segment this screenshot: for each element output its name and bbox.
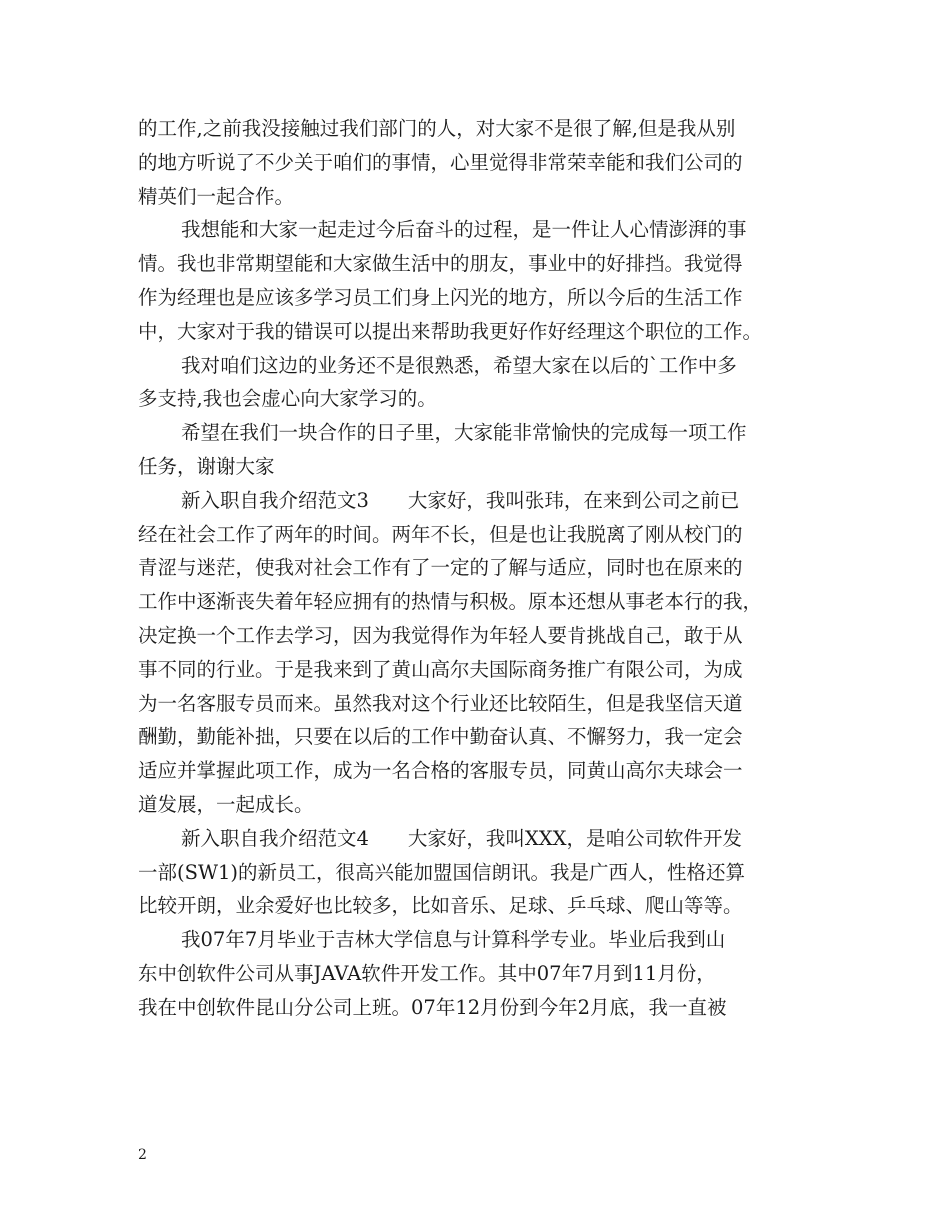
text-line: 青涩与迷茫，使我对社会工作有了一定的了解与适应，同时也在原来的 — [138, 556, 743, 580]
text-line: 精英们一起合作。 — [138, 184, 295, 208]
text-line: 我07年7月毕业于吉林大学信息与计算科学专业。毕业后我到山 — [181, 928, 726, 952]
text-line: 我对咱们这边的业务还不是很熟悉，希望大家在以后的`工作中多 — [181, 353, 737, 377]
text-line: 比较开朗，业余爱好也比较多，比如音乐、足球、乒乓球、爬山等等。 — [138, 894, 743, 918]
text-line: 道发展，一起成长。 — [138, 792, 314, 816]
text-line: 希望在我们一块合作的日子里，大家能非常愉快的完成每一项工作 — [181, 421, 747, 445]
text-line: 新入职自我介绍范文3 大家好，我叫张玮，在来到公司之前已 — [181, 488, 740, 512]
text-line: 为一名客服专员而来。虽然我对这个行业还比较陌生，但是我坚信天道 — [138, 691, 743, 715]
text-line: 多支持,我也会虚心向大家学习的。 — [138, 387, 437, 411]
text-line: 适应并掌握此项工作，成为一名合格的客服专员，同黄山高尔夫球会一 — [138, 759, 743, 783]
text-line: 东中创软件公司从事JAVA软件开发工作。其中07年7月到11月份， — [138, 961, 716, 985]
text-line: 的工作,之前我没接触过我们部门的人，对大家不是很了解,但是我从别 — [138, 117, 736, 140]
text-line: 酬勤，勤能补拙，只要在以后的工作中勤奋认真、不懈努力，我一定会 — [138, 725, 743, 749]
text-line: 工作中逐渐丧失着年轻应拥有的热情与积极。原本还想从事老本行的我， — [138, 590, 763, 614]
text-line: 经在社会工作了两年的时间。两年不长，但是也让我脱离了刚从校门的 — [138, 522, 743, 546]
text-line: 事不同的行业。于是我来到了黄山高尔夫国际商务推广有限公司，为成 — [138, 657, 743, 681]
text-line: 任务，谢谢大家 — [138, 454, 275, 478]
text-line: 我想能和大家一起走过今后奋斗的过程，是一件让人心情澎湃的事 — [181, 218, 747, 242]
document-body — [138, 112, 828, 1025]
page-number: 2 — [138, 1147, 147, 1163]
text-line: 一部(SW1)的新员工，很高兴能加盟国信朗讯。我是广西人，性格还算 — [138, 860, 746, 884]
text-line: 中，大家对于我的错误可以提出来帮助我更好作好经理这个职位的工作。 — [138, 319, 763, 343]
text-line: 新入职自我介绍范文4 大家好，我叫XXX，是咱公司软件开发 — [181, 826, 743, 850]
text-line: 我在中创软件昆山分公司上班。07年12月份到今年2月底，我一直被 — [138, 995, 727, 1019]
text-line: 的地方听说了不少关于咱们的事情，心里觉得非常荣幸能和我们公司的 — [138, 150, 743, 174]
text-line: 作为经理也是应该多学习员工们身上闪光的地方，所以今后的生活工作 — [138, 285, 743, 309]
text-line: 决定换一个工作去学习，因为我觉得作为年轻人要肯挑战自己，敢于从 — [138, 623, 743, 647]
text-line: 情。我也非常期望能和大家做生活中的朋友，事业中的好排挡。我觉得 — [138, 252, 743, 276]
